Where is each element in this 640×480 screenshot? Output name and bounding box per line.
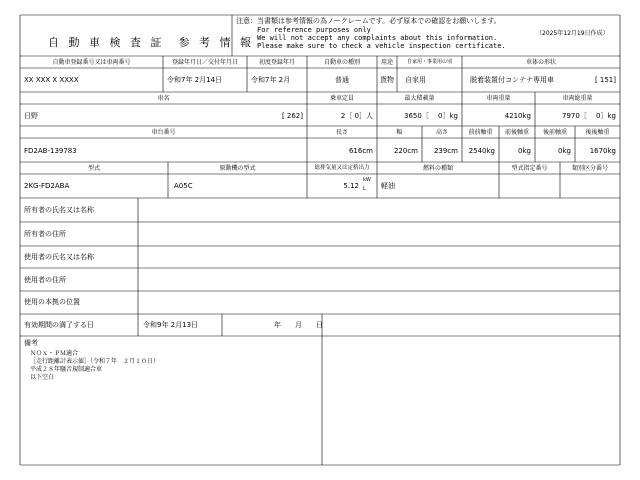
width: 220cm [393, 147, 418, 155]
label-gross-weight: 車両総重量 [562, 95, 593, 102]
remark-line: ［走行距離計表示値］（令和７年 ２月１０日） [30, 358, 160, 365]
label-maker: 車名 [157, 95, 170, 102]
notice-english-line-1: For reference purposes only [257, 26, 371, 34]
label-displacement: 総排気量又は定格出力 [314, 165, 370, 171]
registration-date: 令和7年 2月14日 [167, 76, 223, 84]
max-load: 3650［ 0］kg [404, 112, 458, 120]
gross-weight: 7970［ 0］kg [562, 112, 616, 120]
label-length: 長さ [335, 129, 348, 136]
engine-model: A05C [174, 182, 193, 190]
label-max-load: 最大積載量 [404, 95, 435, 102]
label-chassis-number: 車台番号 [151, 129, 176, 136]
height: 239cm [433, 147, 458, 155]
notice-japanese: 注意：当書類は参考情報の為ノークレームです。必ず原本での確認をお願いします。 [236, 17, 501, 25]
label-rear-rear-axle: 後後軸重 [585, 129, 610, 136]
label-model: 型式 [87, 165, 100, 172]
vehicle-class: 普通 [335, 76, 349, 84]
remark-line: ＮＯｘ・ＰＭ適合 [30, 350, 79, 357]
private-business: 自家用 [405, 76, 426, 84]
length: 616cm [348, 147, 373, 155]
label-vehicle-class: 自動車の種別 [323, 59, 360, 66]
registration-number: XX XXX X XXXX [24, 76, 79, 84]
document-title: 自 動 車 検 査 証 参 考 情 報 [48, 36, 254, 49]
label-front-rear-axle: 前後軸重 [504, 129, 529, 136]
rear-front-axle: 0kg [558, 147, 571, 155]
label-rear-front-axle: 後前軸重 [542, 129, 567, 136]
blank-date: 年 月 日 [274, 321, 323, 329]
label-registration-date: 登録年月日／交付年月日 [171, 59, 238, 66]
label-registration-number: 自動車登録番号又は車両番号 [52, 59, 131, 66]
label-user-name: 使用者の氏名又は名称 [24, 253, 94, 261]
first-registration: 令和7年 2月 [251, 76, 291, 84]
front-front-axle: 2540kg [468, 147, 495, 155]
remark-line: 平成２８年騒音規制適合車 [30, 366, 103, 373]
vehicle-weight: 4210kg [504, 112, 531, 120]
label-use: 用途 [380, 59, 393, 66]
front-rear-axle: 0kg [518, 147, 531, 155]
displacement-unit-top: kW [363, 177, 371, 183]
label-base-location: 使用の本拠の位置 [24, 298, 80, 306]
body-shape: 脱着装置付コンテナ専用車 [470, 76, 554, 84]
chassis-number: FD2AB-139783 [24, 147, 77, 155]
notice-english-line-3: Please make sure to check a vehicle inspection certificate. [257, 42, 506, 50]
label-expiry: 有効期間の満了する日 [24, 321, 94, 329]
label-category-number: 類別区分番号 [571, 165, 608, 172]
label-width: 幅 [396, 129, 403, 136]
label-capacity: 乗車定員 [329, 95, 354, 102]
created-date: （2025年12月19日作成） [536, 30, 609, 37]
label-fuel: 燃料の種類 [422, 165, 453, 172]
notice-english-line-2: We will not accept any complaints about this information. [257, 34, 498, 42]
label-height: 高さ [435, 129, 448, 136]
displacement: 5.12 [343, 182, 359, 190]
model: 2KG-FD2ABA [24, 182, 70, 190]
expiry-date: 令和9年 2月13日 [143, 321, 199, 329]
label-model-designation: 型式指定番号 [511, 165, 548, 172]
body-shape-code: [ 151] [594, 76, 616, 84]
label-first-registration: 初度登録年月 [258, 59, 295, 66]
label-owner-name: 所有者の氏名又は名称 [24, 206, 94, 214]
remark-line: 以下空白 [30, 374, 55, 381]
label-front-front-axle: 前前軸重 [468, 129, 493, 136]
fuel: 軽油 [381, 182, 395, 190]
maker-code: [ 262] [281, 112, 303, 120]
rear-rear-axle: 1670kg [589, 147, 616, 155]
capacity: 2［ 0］人 [340, 112, 373, 120]
label-vehicle-weight: 車両重量 [486, 95, 511, 102]
displacement-unit-bottom: L [363, 186, 366, 192]
label-private-business: 自家用・事業用の別 [406, 59, 452, 65]
label-body-shape: 車体の形状 [525, 59, 556, 66]
label-user-address: 使用者の住所 [24, 276, 66, 284]
maker: 日野 [24, 112, 38, 120]
label-remarks: 備考 [24, 339, 38, 347]
use: 貨物 [380, 76, 394, 84]
label-engine-model: 原動機の型式 [219, 165, 256, 172]
label-owner-address: 所有者の住所 [24, 230, 66, 238]
